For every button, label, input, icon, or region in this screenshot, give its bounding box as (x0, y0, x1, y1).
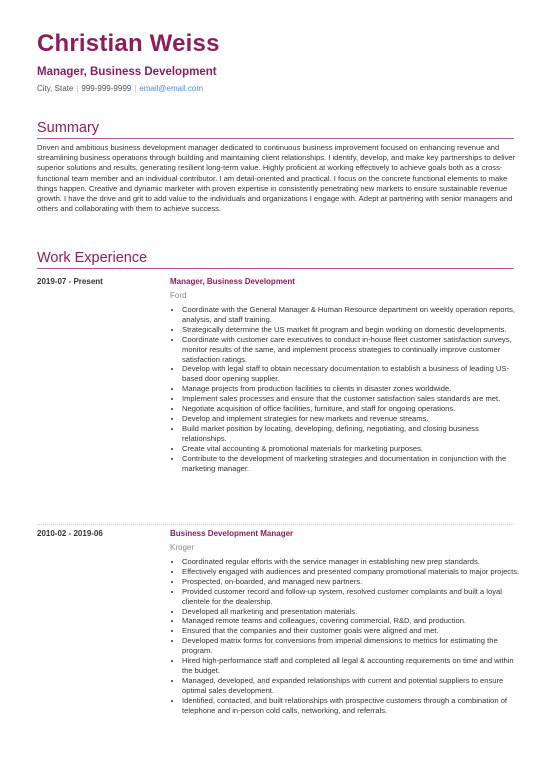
job-dates: 2010-02 - 2019-06 (37, 529, 103, 538)
job-bullet: • Managed remote teams and colleagues, covering commercial, R&D, and production. (182, 616, 525, 626)
job-bullets (170, 557, 525, 716)
job-bullet: • Identified, contacted, and built relationships with prospective customers through a combination of telephone and in-person cold calls, networking, and referrals. (182, 696, 525, 716)
contact-phone: 999-999-9999 (81, 84, 132, 93)
job-dates: 2019-07 - Present (37, 277, 103, 286)
experience-heading: Work Experience (37, 250, 148, 266)
job-bullet: • Provided customer record and follow-up system, resolved customer complaints and built a loyal clientele for the dealership. (182, 587, 525, 607)
job-divider (37, 524, 514, 525)
experience-heading-block (37, 249, 514, 269)
job-bullet: • Coordinated regular efforts with the service manager in establishing new prep standards. (182, 557, 525, 567)
contact-location: City, State (37, 84, 74, 93)
job-bullet: • Prospected, on-boarded, and managed new partners. (182, 577, 525, 587)
job-bullet: • Contribute to the development of marketing strategies and documentation in conjunction with the marketing manager. (182, 454, 525, 474)
job-bullet: • Develop with legal staff to obtain necessary documentation to establish a business of leading US-based door opening supplier. (182, 364, 525, 384)
job-bullet: • Hired high-performance staff and completed all legal & accounting requirements on time and within the budget. (182, 656, 525, 676)
job-company: Ford (170, 291, 187, 300)
summary-text: Driven and ambitious business development manager dedicated to continuous business improvement focused on enhancing revenue and streamlining business operations through building and maintaining client relationships. I identify, develop, and make key partnerships to deliver superior solutions and results, generating resilient long-term value. Highly proficient at working effectively to achieve goals both as a cross-functional team member and an individual contributor. I am detail-oriented and practical. I focus on the concrete functional elements to make things happen. Creative and dynamic marketer with proven expertise in consistently penetrating new markets to ensure sustainable revenue growth. I have the drive and grit to add value to the individuals and organizations I engage with. Adept at partnering with senior managers and others and collaborating with them to achieve success. (37, 143, 516, 214)
job-bullet: • Ensured that the companies and their customer goals were aligned and met. (182, 626, 525, 636)
summary-heading-block (37, 119, 514, 139)
job-role: Manager, Business Development (170, 277, 295, 286)
job-bullet: • Effectively engaged with audiences and presented company promotional materials to major projects. (182, 567, 525, 577)
job-bullet: • Create vital accounting & promotional materials for marketing purposes. (182, 444, 525, 454)
contact-separator: | (76, 84, 79, 93)
job-bullet: • Managed, developed, and expanded relationships with current and potential suppliers to ensure optimal sales development. (182, 676, 525, 696)
job-bullets (170, 305, 525, 473)
candidate-name: Christian Weiss (37, 30, 220, 57)
job-bullet: • Negotiate acquisition of office facilities, furniture, and staff for ongoing operations. (182, 404, 525, 414)
job-bullet: • Developed all marketing and presentation materials. (182, 607, 525, 617)
contact-email[interactable]: email@email.com (139, 84, 203, 93)
job-bullet: • Strategically determine the US market fit program and begin working on domestic developments. (182, 325, 525, 335)
candidate-title: Manager, Business Development (37, 66, 217, 78)
job-company: Kroger (170, 543, 195, 552)
contact-line (37, 84, 203, 93)
job-bullet: • Implement sales processes and ensure that the customer satisfaction sales standards are met. (182, 394, 525, 404)
job-bullet: • Develop and implement strategies for new markets and revenue streams. (182, 414, 525, 424)
job-role: Business Development Manager (170, 529, 294, 538)
job-bullet: • Developed matrix forms for conversions from imperial dimensions to metrics for estimating the program. (182, 636, 525, 656)
job-bullet: • Manage projects from production facilities to clients in disaster zones worldwide. (182, 384, 525, 394)
job-bullet: • Coordinate with customer care executives to conduct in-house fleet customer satisfaction surveys, monitor results of the same, and implement process strategies to continually improve customer satisfaction ratings. (182, 335, 525, 365)
job-bullet: • Build market position by locating, developing, defining, negotiating, and closing business relationships. (182, 424, 525, 444)
contact-separator: | (134, 84, 137, 93)
job-bullet: • Coordinate with the General Manager & Human Resource department on weekly operation reports, analysis, and staff training. (182, 305, 525, 325)
summary-heading: Summary (37, 120, 100, 136)
